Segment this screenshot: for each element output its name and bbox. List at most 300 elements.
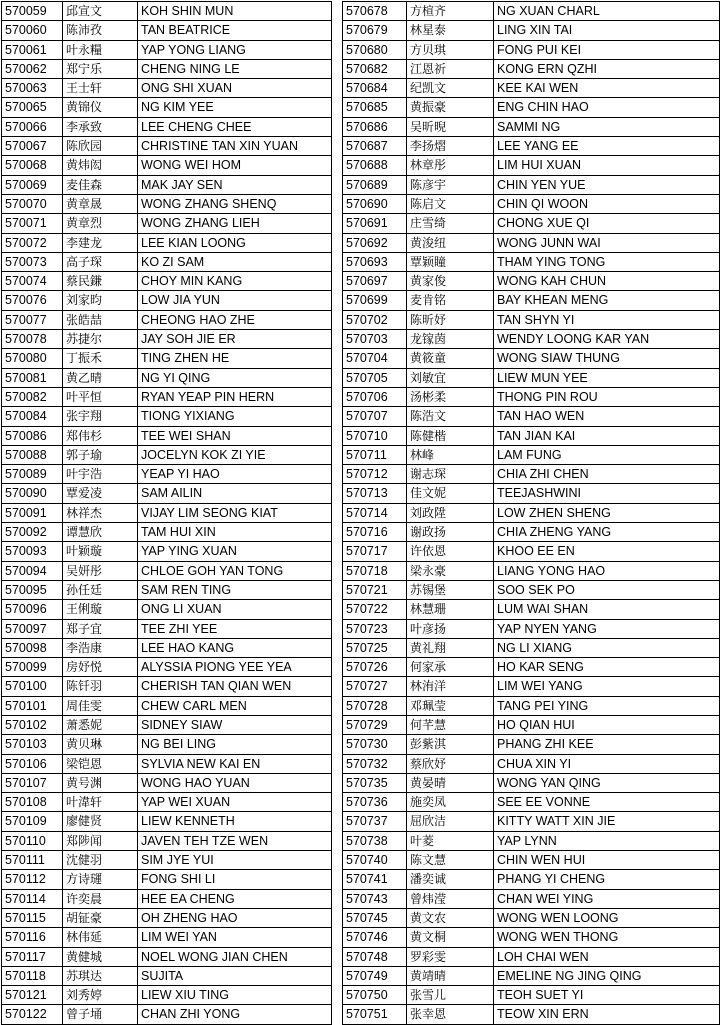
english-name-cell: SYLVIA NEW KAI EN: [138, 754, 332, 773]
table-row: [343, 870, 720, 889]
english-name-cell: ALYSSIA PIONG YEE YEA: [138, 658, 332, 677]
chinese-name-cell: 覃爱凌: [63, 484, 138, 503]
chinese-name-cell: 陈昕妤: [407, 310, 494, 329]
chinese-name-cell: 黄浚纽: [407, 233, 494, 252]
english-name-cell: LOH CHAI WEN: [494, 947, 720, 966]
student-id-cell: 570682: [343, 59, 407, 78]
student-id-cell: 570091: [2, 503, 63, 522]
table-row: [2, 21, 332, 40]
chinese-name-cell: 覃颖瞳: [407, 252, 494, 271]
english-name-cell: LAM FUNG: [494, 445, 720, 464]
chinese-name-cell: 曾子埇: [63, 1005, 138, 1024]
chinese-name-cell: 邓珮莹: [407, 696, 494, 715]
english-name-cell: CHUA XIN YI: [494, 754, 720, 773]
chinese-name-cell: 黄健城: [63, 947, 138, 966]
chinese-name-cell: 林洧洋: [407, 677, 494, 696]
student-id-cell: 570093: [2, 542, 63, 561]
table-row: [343, 773, 720, 792]
chinese-name-cell: 梁铠恩: [63, 754, 138, 773]
english-name-cell: YAP YONG LIANG: [138, 40, 332, 59]
english-name-cell: LOW ZHEN SHENG: [494, 503, 720, 522]
table-row: [2, 793, 332, 812]
english-name-cell: CHEONG HAO ZHE: [138, 310, 332, 329]
student-id-cell: 570065: [2, 98, 63, 117]
student-id-cell: 570693: [343, 252, 407, 271]
chinese-name-cell: 蔡民鎌: [63, 272, 138, 291]
table-row: [2, 735, 332, 754]
student-id-cell: 570096: [2, 600, 63, 619]
chinese-name-cell: 丁振禾: [63, 349, 138, 368]
chinese-name-cell: 陈钎羽: [63, 677, 138, 696]
table-row: [2, 947, 332, 966]
table-row: [343, 465, 720, 484]
chinese-name-cell: 萧悉妮: [63, 715, 138, 734]
student-id-cell: 570728: [343, 696, 407, 715]
chinese-name-cell: 黄炜闳: [63, 156, 138, 175]
english-name-cell: PHANG ZHI KEE: [494, 735, 720, 754]
student-id-cell: 570089: [2, 465, 63, 484]
right-student-table: [342, 1, 720, 1025]
chinese-name-cell: 刘家昀: [63, 291, 138, 310]
chinese-name-cell: 方楦齐: [407, 2, 494, 21]
student-id-cell: 570102: [2, 715, 63, 734]
table-row: [2, 465, 332, 484]
chinese-name-cell: 张皓喆: [63, 310, 138, 329]
english-name-cell: CHEW CARL MEN: [138, 696, 332, 715]
chinese-name-cell: 叶宇浩: [63, 465, 138, 484]
chinese-name-cell: 许奕晨: [63, 889, 138, 908]
english-name-cell: LEE KIAN LOONG: [138, 233, 332, 252]
table-row: [343, 98, 720, 117]
student-id-cell: 570710: [343, 426, 407, 445]
table-row: [2, 156, 332, 175]
table-row: [343, 79, 720, 98]
student-id-cell: 570098: [2, 638, 63, 657]
table-row: [343, 445, 720, 464]
chinese-name-cell: 吴昕晲: [407, 117, 494, 136]
table-row: [343, 831, 720, 850]
english-name-cell: LING XIN TAI: [494, 21, 720, 40]
student-id-cell: 570063: [2, 79, 63, 98]
chinese-name-cell: 苏锡堡: [407, 580, 494, 599]
english-name-cell: LEE YANG EE: [494, 137, 720, 156]
table-row: [2, 638, 332, 657]
english-name-cell: WENDY LOONG KAR YAN: [494, 330, 720, 349]
table-row: [2, 407, 332, 426]
english-name-cell: WONG YAN QING: [494, 773, 720, 792]
student-id-cell: 570711: [343, 445, 407, 464]
student-id-cell: 570678: [343, 2, 407, 21]
student-id-cell: 570743: [343, 889, 407, 908]
table-row: [343, 851, 720, 870]
chinese-name-cell: 郑陟闻: [63, 831, 138, 850]
student-id-cell: 570738: [343, 831, 407, 850]
english-name-cell: YAP NYEN YANG: [494, 619, 720, 638]
student-id-cell: 570736: [343, 793, 407, 812]
student-id-cell: 570689: [343, 175, 407, 194]
table-row: [2, 79, 332, 98]
english-name-cell: CHIA ZHENG YANG: [494, 523, 720, 542]
english-name-cell: LEE HAO KANG: [138, 638, 332, 657]
chinese-name-cell: 黄靖晴: [407, 966, 494, 985]
english-name-cell: ENG CHIN HAO: [494, 98, 720, 117]
chinese-name-cell: 房妤悦: [63, 658, 138, 677]
chinese-name-cell: 龙镓茵: [407, 330, 494, 349]
chinese-name-cell: 江恩祈: [407, 59, 494, 78]
table-row: [2, 928, 332, 947]
table-row: [343, 426, 720, 445]
student-id-cell: 570737: [343, 812, 407, 831]
english-name-cell: OH ZHENG HAO: [138, 908, 332, 927]
english-name-cell: LEE CHENG CHEE: [138, 117, 332, 136]
student-id-cell: 570070: [2, 194, 63, 213]
student-id-cell: 570106: [2, 754, 63, 773]
chinese-name-cell: 廖健贤: [63, 812, 138, 831]
student-id-cell: 570117: [2, 947, 63, 966]
table-row: [2, 368, 332, 387]
student-id-cell: 570735: [343, 773, 407, 792]
chinese-name-cell: 何家承: [407, 658, 494, 677]
table-row: [343, 175, 720, 194]
english-name-cell: TANG PEI YING: [494, 696, 720, 715]
table-row: [343, 658, 720, 677]
table-row: [2, 272, 332, 291]
student-id-cell: 570072: [2, 233, 63, 252]
english-name-cell: CHAN ZHI YONG: [138, 1005, 332, 1024]
english-name-cell: NG KIM YEE: [138, 98, 332, 117]
english-name-cell: KEE KAI WEN: [494, 79, 720, 98]
table-row: [343, 793, 720, 812]
student-id-cell: 570110: [2, 831, 63, 850]
table-row: [2, 542, 332, 561]
chinese-name-cell: 林峰: [407, 445, 494, 464]
english-name-cell: LOW JIA YUN: [138, 291, 332, 310]
table-row: [2, 715, 332, 734]
english-name-cell: WONG WEN LOONG: [494, 908, 720, 927]
table-row: [2, 523, 332, 542]
table-row: [343, 600, 720, 619]
student-id-cell: 570751: [343, 1005, 407, 1024]
english-name-cell: WONG HAO YUAN: [138, 773, 332, 792]
student-id-cell: 570722: [343, 600, 407, 619]
student-id-cell: 570745: [343, 908, 407, 927]
table-row: [343, 137, 720, 156]
english-name-cell: KITTY WATT XIN JIE: [494, 812, 720, 831]
student-id-cell: 570067: [2, 137, 63, 156]
english-name-cell: LIEW KENNETH: [138, 812, 332, 831]
chinese-name-cell: 刘敏宜: [407, 368, 494, 387]
english-name-cell: NG LI XIANG: [494, 638, 720, 657]
student-id-cell: 570078: [2, 330, 63, 349]
table-row: [343, 387, 720, 406]
english-name-cell: WONG WEI HOM: [138, 156, 332, 175]
chinese-name-cell: 麦肯铭: [407, 291, 494, 310]
english-name-cell: WONG ZHANG LIEH: [138, 214, 332, 233]
english-name-cell: LIM HUI XUAN: [494, 156, 720, 175]
english-name-cell: JAY SOH JIE ER: [138, 330, 332, 349]
table-row: [2, 214, 332, 233]
english-name-cell: SOO SEK PO: [494, 580, 720, 599]
chinese-name-cell: 何芊慧: [407, 715, 494, 734]
chinese-name-cell: 黄晏晴: [407, 773, 494, 792]
table-row: [343, 156, 720, 175]
table-row: [2, 59, 332, 78]
table-row: [2, 137, 332, 156]
chinese-name-cell: 方贝琪: [407, 40, 494, 59]
english-name-cell: THONG PIN ROU: [494, 387, 720, 406]
english-name-cell: TEOH SUET YI: [494, 986, 720, 1005]
table-row: [343, 523, 720, 542]
english-name-cell: SIM JYE YUI: [138, 851, 332, 870]
chinese-name-cell: 黄锦仪: [63, 98, 138, 117]
student-id-cell: 570095: [2, 580, 63, 599]
chinese-name-cell: 陈启文: [407, 194, 494, 213]
chinese-name-cell: 郑伟杉: [63, 426, 138, 445]
table-row: [2, 889, 332, 908]
chinese-name-cell: 黄筱童: [407, 349, 494, 368]
table-row: [2, 619, 332, 638]
chinese-name-cell: 苏捷尔: [63, 330, 138, 349]
table-row: [343, 908, 720, 927]
table-row: [2, 484, 332, 503]
student-id-cell: 570727: [343, 677, 407, 696]
english-name-cell: NG BEI LING: [138, 735, 332, 754]
table-row: [343, 986, 720, 1005]
table-row: [2, 600, 332, 619]
table-row: [2, 426, 332, 445]
chinese-name-cell: 苏琪达: [63, 966, 138, 985]
student-id-cell: 570723: [343, 619, 407, 638]
table-row: [2, 252, 332, 271]
student-id-cell: 570097: [2, 619, 63, 638]
table-row: [2, 580, 332, 599]
chinese-name-cell: 郑子宜: [63, 619, 138, 638]
english-name-cell: LUM WAI SHAN: [494, 600, 720, 619]
english-name-cell: JOCELYN KOK ZI YIE: [138, 445, 332, 464]
english-name-cell: HEE EA CHENG: [138, 889, 332, 908]
student-id-cell: 570082: [2, 387, 63, 406]
student-id-cell: 570729: [343, 715, 407, 734]
student-id-cell: 570061: [2, 40, 63, 59]
english-name-cell: WONG WEN THONG: [494, 928, 720, 947]
student-id-cell: 570691: [343, 214, 407, 233]
table-row: [2, 851, 332, 870]
student-id-cell: 570704: [343, 349, 407, 368]
student-id-cell: 570685: [343, 98, 407, 117]
table-row: [2, 194, 332, 213]
student-id-cell: 570699: [343, 291, 407, 310]
student-id-cell: 570074: [2, 272, 63, 291]
student-id-cell: 570066: [2, 117, 63, 136]
chinese-name-cell: 王士轩: [63, 79, 138, 98]
english-name-cell: EMELINE NG JING QING: [494, 966, 720, 985]
student-id-cell: 570748: [343, 947, 407, 966]
student-id-cell: 570679: [343, 21, 407, 40]
english-name-cell: HO KAR SENG: [494, 658, 720, 677]
table-row: [343, 503, 720, 522]
student-id-cell: 570714: [343, 503, 407, 522]
chinese-name-cell: 叶菱: [407, 831, 494, 850]
english-name-cell: WONG SIAW THUNG: [494, 349, 720, 368]
chinese-name-cell: 黄家俊: [407, 272, 494, 291]
student-id-cell: 570726: [343, 658, 407, 677]
chinese-name-cell: 叶湋轩: [63, 793, 138, 812]
english-name-cell: CHAN WEI YING: [494, 889, 720, 908]
english-name-cell: ONG SHI XUAN: [138, 79, 332, 98]
english-name-cell: WONG KAH CHUN: [494, 272, 720, 291]
chinese-name-cell: 孙任廷: [63, 580, 138, 599]
chinese-name-cell: 黄章烈: [63, 214, 138, 233]
student-id-cell: 570690: [343, 194, 407, 213]
english-name-cell: NG YI QING: [138, 368, 332, 387]
english-name-cell: LIM WEI YAN: [138, 928, 332, 947]
table-row: [2, 561, 332, 580]
english-name-cell: LIEW MUN YEE: [494, 368, 720, 387]
chinese-name-cell: 李承致: [63, 117, 138, 136]
english-name-cell: CHLOE GOH YAN TONG: [138, 561, 332, 580]
student-id-cell: 570092: [2, 523, 63, 542]
chinese-name-cell: 方诗璭: [63, 870, 138, 889]
student-id-cell: 570088: [2, 445, 63, 464]
chinese-name-cell: 施奕凤: [407, 793, 494, 812]
chinese-name-cell: 谭慧欣: [63, 523, 138, 542]
student-id-cell: 570068: [2, 156, 63, 175]
english-name-cell: FONG SHI LI: [138, 870, 332, 889]
student-id-cell: 570705: [343, 368, 407, 387]
chinese-name-cell: 彭紫淇: [407, 735, 494, 754]
student-id-cell: 570749: [343, 966, 407, 985]
table-row: [2, 40, 332, 59]
chinese-name-cell: 罗彩雯: [407, 947, 494, 966]
student-id-cell: 570111: [2, 851, 63, 870]
student-id-cell: 570116: [2, 928, 63, 947]
english-name-cell: CHERISH TAN QIAN WEN: [138, 677, 332, 696]
student-id-cell: 570713: [343, 484, 407, 503]
student-id-cell: 570707: [343, 407, 407, 426]
student-id-cell: 570718: [343, 561, 407, 580]
table-row: [343, 349, 720, 368]
chinese-name-cell: 叶彦扬: [407, 619, 494, 638]
student-id-cell: 570717: [343, 542, 407, 561]
english-name-cell: TEE WEI SHAN: [138, 426, 332, 445]
left-student-table: [1, 1, 332, 1025]
student-id-cell: 570103: [2, 735, 63, 754]
chinese-name-cell: 陈沛孜: [63, 21, 138, 40]
english-name-cell: JAVEN TEH TZE WEN: [138, 831, 332, 850]
english-name-cell: RYAN YEAP PIN HERN: [138, 387, 332, 406]
chinese-name-cell: 麦佳森: [63, 175, 138, 194]
student-id-cell: 570686: [343, 117, 407, 136]
student-id-cell: 570112: [2, 870, 63, 889]
student-id-cell: 570080: [2, 349, 63, 368]
table-row: [2, 503, 332, 522]
chinese-name-cell: 李建龙: [63, 233, 138, 252]
english-name-cell: SAM AILIN: [138, 484, 332, 503]
english-name-cell: LIANG YONG HAO: [494, 561, 720, 580]
english-name-cell: KONG ERN QZHI: [494, 59, 720, 78]
chinese-name-cell: 张雪儿: [407, 986, 494, 1005]
student-id-cell: 570071: [2, 214, 63, 233]
chinese-name-cell: 张幸恩: [407, 1005, 494, 1024]
english-name-cell: KO ZI SAM: [138, 252, 332, 271]
table-row: [2, 754, 332, 773]
table-row: [343, 117, 720, 136]
table-row: [2, 696, 332, 715]
english-name-cell: LIM WEI YANG: [494, 677, 720, 696]
chinese-name-cell: 曾炜滢: [407, 889, 494, 908]
chinese-name-cell: 邱宣文: [63, 2, 138, 21]
chinese-name-cell: 叶平恒: [63, 387, 138, 406]
english-name-cell: TEE ZHI YEE: [138, 619, 332, 638]
chinese-name-cell: 纪凯文: [407, 79, 494, 98]
student-id-cell: 570692: [343, 233, 407, 252]
english-name-cell: ONG LI XUAN: [138, 600, 332, 619]
chinese-name-cell: 林章彤: [407, 156, 494, 175]
chinese-name-cell: 黄章晟: [63, 194, 138, 213]
chinese-name-cell: 刘秀婷: [63, 986, 138, 1005]
table-row: [343, 677, 720, 696]
table-row: [2, 98, 332, 117]
chinese-name-cell: 陈彦宇: [407, 175, 494, 194]
table-row: [343, 2, 720, 21]
chinese-name-cell: 高子琛: [63, 252, 138, 271]
english-name-cell: TAN JIAN KAI: [494, 426, 720, 445]
chinese-name-cell: 张宇翔: [63, 407, 138, 426]
table-row: [2, 908, 332, 927]
table-row: [343, 484, 720, 503]
table-row: [343, 40, 720, 59]
chinese-name-cell: 陈文慧: [407, 851, 494, 870]
student-id-cell: 570703: [343, 330, 407, 349]
table-row: [343, 715, 720, 734]
english-name-cell: CHOY MIN KANG: [138, 272, 332, 291]
english-name-cell: WONG ZHANG SHENQ: [138, 194, 332, 213]
chinese-name-cell: 蔡欣妤: [407, 754, 494, 773]
chinese-name-cell: 庄雪绮: [407, 214, 494, 233]
english-name-cell: MAK JAY SEN: [138, 175, 332, 194]
student-id-cell: 570716: [343, 523, 407, 542]
student-id-cell: 570702: [343, 310, 407, 329]
table-row: [2, 966, 332, 985]
chinese-name-cell: 陈浩文: [407, 407, 494, 426]
chinese-name-cell: 谢志琛: [407, 465, 494, 484]
student-id-cell: 570094: [2, 561, 63, 580]
table-row: [2, 986, 332, 1005]
english-name-cell: VIJAY LIM SEONG KIAT: [138, 503, 332, 522]
student-id-cell: 570732: [343, 754, 407, 773]
table-row: [2, 812, 332, 831]
table-row: [343, 619, 720, 638]
english-name-cell: YAP LYNN: [494, 831, 720, 850]
english-name-cell: SIDNEY SIAW: [138, 715, 332, 734]
chinese-name-cell: 谢政扬: [407, 523, 494, 542]
table-row: [343, 735, 720, 754]
student-id-cell: 570114: [2, 889, 63, 908]
chinese-name-cell: 陈欣园: [63, 137, 138, 156]
chinese-name-cell: 黄乙晴: [63, 368, 138, 387]
table-row: [2, 330, 332, 349]
english-name-cell: KHOO EE EN: [494, 542, 720, 561]
english-name-cell: LIEW XIU TING: [138, 986, 332, 1005]
student-id-cell: 570077: [2, 310, 63, 329]
english-name-cell: PHANG YI CHENG: [494, 870, 720, 889]
english-name-cell: YAP YING XUAN: [138, 542, 332, 561]
student-id-cell: 570684: [343, 79, 407, 98]
chinese-name-cell: 吴妍彤: [63, 561, 138, 580]
table-row: [343, 59, 720, 78]
student-id-cell: 570746: [343, 928, 407, 947]
student-id-cell: 570101: [2, 696, 63, 715]
